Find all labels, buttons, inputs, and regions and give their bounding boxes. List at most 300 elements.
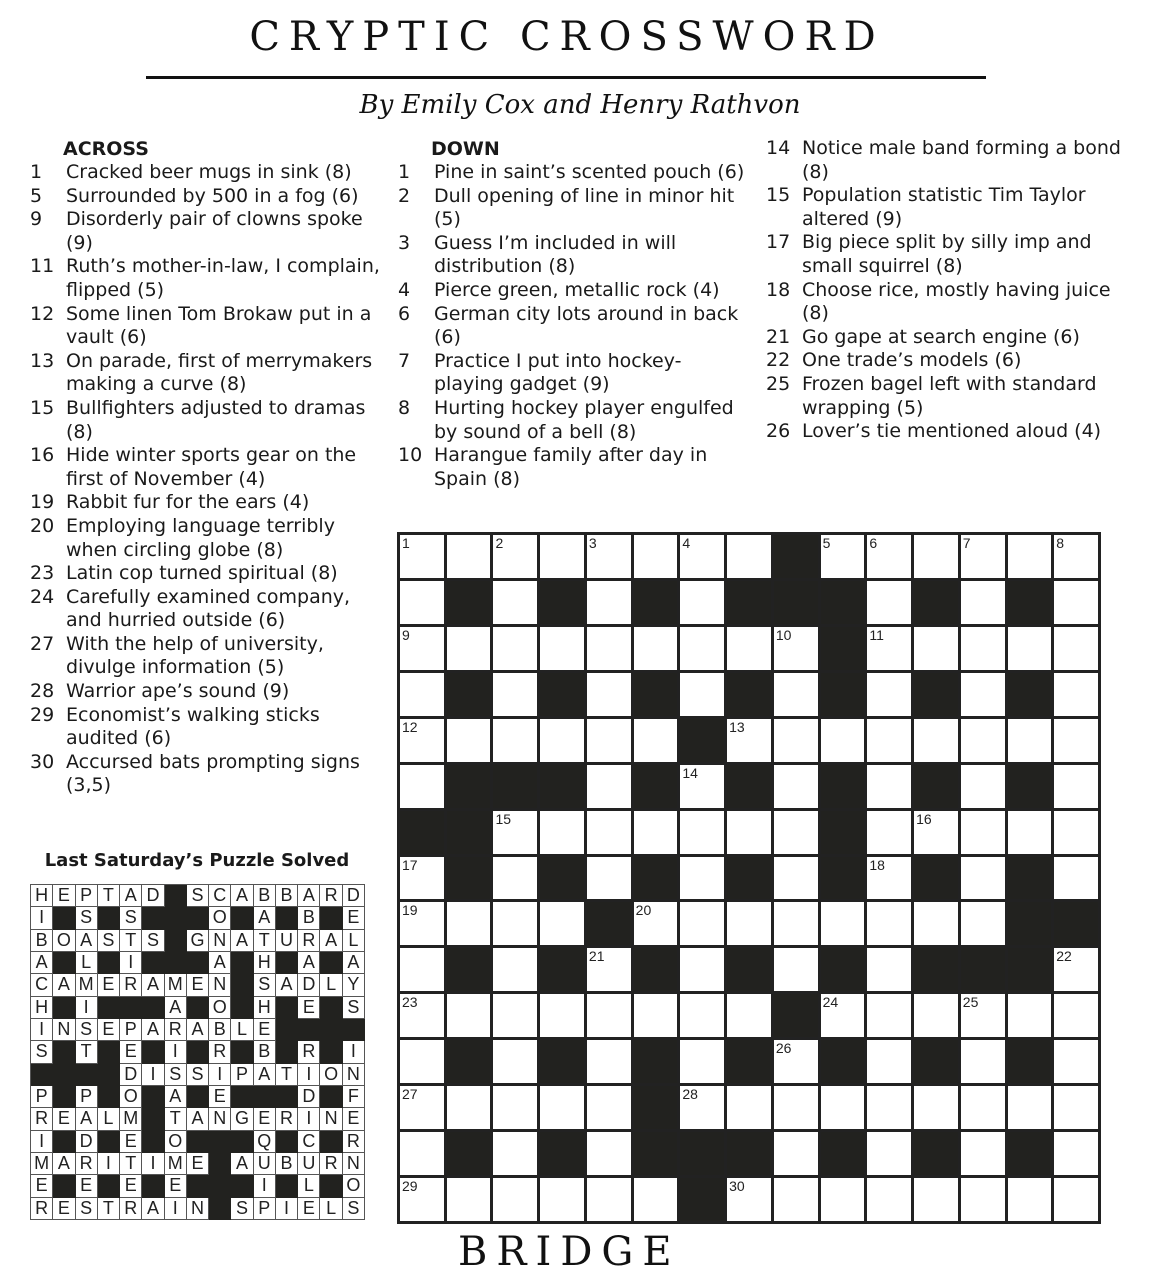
grid-cell[interactable]: [540, 627, 584, 670]
solved-letter: Q: [254, 1131, 276, 1153]
grid-cell[interactable]: [587, 1178, 631, 1221]
grid-cell[interactable]: [867, 902, 911, 945]
solved-letter: O: [53, 930, 75, 952]
clue-number: 2: [398, 184, 411, 207]
grid-cell[interactable]: [961, 673, 1005, 716]
down-clue-list: [398, 161, 748, 491]
solved-letter: N: [209, 930, 231, 952]
solved-letter: L: [98, 1108, 120, 1130]
grid-cell[interactable]: [493, 811, 537, 854]
grid-cell[interactable]: [540, 902, 584, 945]
cell-number: 8: [1056, 535, 1065, 551]
solved-block: [320, 1175, 342, 1197]
solved-letter: S: [76, 907, 98, 929]
solved-letter: P: [31, 1086, 53, 1108]
grid-cell[interactable]: [914, 994, 958, 1037]
grid-cell[interactable]: [587, 535, 631, 578]
grid-cell[interactable]: [634, 1178, 678, 1221]
grid-cell[interactable]: [914, 811, 958, 854]
grid-cell[interactable]: [774, 1040, 818, 1083]
solved-block: [209, 1175, 231, 1197]
grid-cell[interactable]: [680, 1086, 724, 1129]
grid-cell[interactable]: [1054, 948, 1098, 991]
clue-text: Practice I put into hockey-playing gadget (9): [434, 349, 682, 396]
solved-letter: L: [76, 952, 98, 974]
grid-cell[interactable]: [1008, 994, 1052, 1037]
grid-cell[interactable]: [774, 902, 818, 945]
grid-cell[interactable]: [493, 1178, 537, 1221]
grid-cell[interactable]: [587, 948, 631, 991]
solved-block: [187, 997, 209, 1019]
grid-cell[interactable]: [727, 811, 771, 854]
solved-letter: I: [276, 1198, 298, 1220]
grid-block: [1008, 1040, 1052, 1083]
grid-cell[interactable]: [867, 857, 911, 900]
solved-block: [187, 907, 209, 929]
grid-cell[interactable]: [1054, 765, 1098, 808]
grid-cell[interactable]: [493, 994, 537, 1037]
clue-item: [30, 303, 380, 350]
grid-block: [914, 673, 958, 716]
grid-cell[interactable]: [400, 902, 444, 945]
grid-block: [774, 994, 818, 1037]
grid-cell[interactable]: [400, 1040, 444, 1083]
solved-letter: A: [31, 952, 53, 974]
grid-cell[interactable]: [867, 994, 911, 1037]
grid-cell[interactable]: [680, 581, 724, 624]
cell-number: 5: [822, 535, 831, 551]
solved-block: [98, 1175, 120, 1197]
byline: By Emily Cox and Henry Rathvon: [359, 90, 801, 120]
grid-cell[interactable]: [961, 535, 1005, 578]
grid-cell[interactable]: [961, 811, 1005, 854]
grid-cell[interactable]: [774, 857, 818, 900]
solved-block: [120, 997, 142, 1019]
clue-number: 29: [30, 703, 55, 726]
grid-cell[interactable]: [493, 535, 537, 578]
grid-cell[interactable]: [821, 535, 865, 578]
grid-cell[interactable]: [961, 857, 1005, 900]
grid-cell[interactable]: [727, 902, 771, 945]
grid-cell[interactable]: [867, 719, 911, 762]
solved-letter: S: [343, 997, 365, 1019]
solved-block: [231, 1131, 253, 1153]
clue-number: 27: [30, 632, 55, 655]
solved-letter: D: [142, 885, 164, 907]
grid-cell[interactable]: [540, 535, 584, 578]
grid-cell[interactable]: [400, 581, 444, 624]
clue-text: Economist’s walking sticks audited (6): [66, 703, 320, 750]
grid-cell[interactable]: [680, 811, 724, 854]
solved-puzzle-grid: [30, 884, 365, 1220]
clue-number: 8: [398, 396, 411, 419]
grid-cell[interactable]: [634, 902, 678, 945]
clue-text: Carefully examined company, and hurried outside (6): [66, 585, 351, 632]
grid-cell[interactable]: [1054, 1040, 1098, 1083]
cell-number: 4: [682, 535, 691, 551]
grid-cell[interactable]: [400, 1132, 444, 1175]
solved-letter: E: [98, 974, 120, 996]
solved-letter: S: [187, 1064, 209, 1086]
cell-number: 20: [635, 902, 652, 919]
clue-item: [398, 279, 748, 303]
grid-block: [680, 1132, 724, 1175]
clue-item: [398, 161, 748, 185]
grid-cell[interactable]: [587, 719, 631, 762]
grid-cell[interactable]: [634, 994, 678, 1037]
solved-letter: S: [231, 1198, 253, 1220]
solved-letter: R: [120, 974, 142, 996]
grid-cell[interactable]: [493, 948, 537, 991]
grid-cell[interactable]: [587, 994, 631, 1037]
solved-letter: A: [53, 974, 75, 996]
grid-cell[interactable]: [727, 1178, 771, 1221]
grid-cell[interactable]: [1054, 535, 1098, 578]
clue-text: Rabbit fur for the ears (4): [66, 491, 310, 514]
grid-cell[interactable]: [821, 902, 865, 945]
solved-letter: R: [120, 1198, 142, 1220]
grid-cell[interactable]: [1008, 627, 1052, 670]
grid-cell[interactable]: [867, 811, 911, 854]
grid-cell[interactable]: [540, 719, 584, 762]
grid-cell[interactable]: [774, 811, 818, 854]
grid-cell[interactable]: [447, 902, 491, 945]
solved-letter: T: [76, 1041, 98, 1063]
solved-block: [53, 1131, 75, 1153]
clue-number: 12: [30, 302, 55, 325]
solved-letter: P: [231, 1064, 253, 1086]
solved-letter: N: [343, 1064, 365, 1086]
grid-cell[interactable]: [493, 1132, 537, 1175]
solved-letter: T: [98, 885, 120, 907]
cell-number: 19: [402, 902, 418, 919]
grid-cell[interactable]: [867, 1086, 911, 1129]
solved-block: [142, 952, 164, 974]
solved-letter: I: [120, 952, 142, 974]
grid-cell[interactable]: [1054, 1178, 1098, 1221]
grid-cell[interactable]: [867, 1040, 911, 1083]
grid-cell[interactable]: [447, 627, 491, 670]
clue-text: Ruth’s mother-in-law, I complain, flipped (5): [66, 255, 380, 301]
grid-cell[interactable]: [867, 1132, 911, 1175]
grid-cell[interactable]: [727, 994, 771, 1037]
clue-number: 14: [766, 137, 791, 159]
clue-number: 9: [30, 208, 43, 231]
grid-cell[interactable]: [1054, 627, 1098, 670]
grid-cell[interactable]: [540, 1178, 584, 1221]
grid-cell[interactable]: [400, 994, 444, 1037]
grid-cell[interactable]: [493, 1086, 537, 1129]
solved-block: [165, 930, 187, 952]
clue-item: [30, 680, 380, 704]
solved-letter: D: [298, 974, 320, 996]
grid-block: [821, 1040, 865, 1083]
grid-cell[interactable]: [867, 673, 911, 716]
grid-cell[interactable]: [821, 1086, 865, 1129]
grid-cell[interactable]: [867, 1178, 911, 1221]
grid-cell[interactable]: [774, 1132, 818, 1175]
solved-letter: H: [254, 997, 276, 1019]
grid-block: [493, 765, 537, 808]
grid-cell[interactable]: [634, 535, 678, 578]
grid-cell[interactable]: [1008, 535, 1052, 578]
grid-cell[interactable]: [400, 1086, 444, 1129]
grid-cell[interactable]: [774, 948, 818, 991]
grid-cell[interactable]: [680, 994, 724, 1037]
grid-cell[interactable]: [914, 1178, 958, 1221]
cell-number: 12: [402, 718, 418, 735]
grid-cell[interactable]: [914, 902, 958, 945]
solved-letter: S: [343, 1198, 365, 1220]
solved-block: [231, 997, 253, 1019]
grid-cell[interactable]: [447, 1178, 491, 1221]
grid-block: [447, 673, 491, 716]
grid-cell[interactable]: [1054, 1086, 1098, 1129]
grid-cell[interactable]: [774, 673, 818, 716]
solved-block: [165, 907, 187, 929]
solved-letter: O: [209, 907, 231, 929]
grid-cell[interactable]: [493, 581, 537, 624]
cell-number: 23: [402, 994, 418, 1011]
solved-letter: A: [231, 930, 253, 952]
grid-cell[interactable]: [634, 811, 678, 854]
grid-cell[interactable]: [961, 994, 1005, 1037]
clue-item: [30, 444, 380, 491]
clue-text: Disorderly pair of clowns spoke (9): [66, 208, 363, 254]
solved-letter: A: [120, 885, 142, 907]
grid-cell[interactable]: [867, 627, 911, 670]
grid-cell[interactable]: [587, 627, 631, 670]
grid-cell[interactable]: [961, 902, 1005, 945]
grid-cell[interactable]: [680, 902, 724, 945]
grid-cell[interactable]: [1054, 857, 1098, 900]
solved-block: [98, 1064, 120, 1086]
clue-text: Accursed bats prompting signs (3,5): [66, 750, 360, 797]
grid-cell[interactable]: [400, 673, 444, 716]
grid-cell[interactable]: [1054, 994, 1098, 1037]
grid-block: [1054, 902, 1098, 945]
grid-cell[interactable]: [587, 581, 631, 624]
solved-letter: B: [254, 885, 276, 907]
grid-cell[interactable]: [821, 1178, 865, 1221]
grid-cell[interactable]: [680, 627, 724, 670]
grid-cell[interactable]: [493, 719, 537, 762]
solved-block: [320, 952, 342, 974]
grid-block: [634, 581, 678, 624]
grid-cell[interactable]: [493, 857, 537, 900]
grid-cell[interactable]: [727, 535, 771, 578]
grid-block: [634, 1132, 678, 1175]
grid-cell[interactable]: [1008, 1086, 1052, 1129]
clue-number: 28: [30, 680, 55, 703]
clue-text: Surrounded by 500 in a fog (6): [66, 184, 359, 207]
solved-letter: A: [187, 1019, 209, 1041]
grid-cell[interactable]: [447, 535, 491, 578]
solved-block: [98, 1086, 120, 1108]
solved-letter: S: [187, 885, 209, 907]
solved-block: [320, 907, 342, 929]
grid-cell[interactable]: [961, 1132, 1005, 1175]
solved-block: [98, 1131, 120, 1153]
grid-cell[interactable]: [587, 673, 631, 716]
grid-cell[interactable]: [493, 1040, 537, 1083]
solved-letter: A: [298, 885, 320, 907]
solved-letter: D: [120, 1064, 142, 1086]
grid-cell[interactable]: [447, 719, 491, 762]
solved-block: [142, 1108, 164, 1130]
clue-number: 20: [30, 514, 55, 537]
grid-cell[interactable]: [914, 719, 958, 762]
grid-cell[interactable]: [634, 719, 678, 762]
clue-number: 23: [30, 562, 55, 585]
grid-cell[interactable]: [961, 1178, 1005, 1221]
solved-letter: N: [53, 1019, 75, 1041]
clue-item: [766, 279, 1126, 326]
grid-cell[interactable]: [914, 1086, 958, 1129]
grid-cell[interactable]: [1054, 581, 1098, 624]
grid-cell[interactable]: [587, 1040, 631, 1083]
grid-cell[interactable]: [680, 948, 724, 991]
grid-cell[interactable]: [400, 535, 444, 578]
grid-cell[interactable]: [867, 581, 911, 624]
clue-number: 5: [30, 184, 43, 207]
grid-cell[interactable]: [447, 994, 491, 1037]
grid-cell[interactable]: [867, 765, 911, 808]
grid-block: [727, 1040, 771, 1083]
solved-letter: L: [298, 1175, 320, 1197]
solved-letter: E: [343, 1108, 365, 1130]
clue-item: [30, 255, 380, 302]
solved-letter: O: [120, 1086, 142, 1108]
grid-cell[interactable]: [540, 1086, 584, 1129]
grid-cell[interactable]: [587, 857, 631, 900]
clue-item: [398, 185, 748, 232]
clue-number: 1: [398, 161, 411, 183]
grid-cell[interactable]: [447, 1086, 491, 1129]
solved-letter: M: [165, 974, 187, 996]
clue-text: Harangue family after day in Spain (8): [434, 444, 708, 490]
cell-number: 22: [1056, 948, 1072, 965]
grid-cell[interactable]: [774, 627, 818, 670]
clue-text: Go gape at search engine (6): [802, 325, 1080, 348]
grid-cell[interactable]: [774, 1086, 818, 1129]
grid-cell[interactable]: [680, 535, 724, 578]
solved-letter: O: [209, 997, 231, 1019]
grid-cell[interactable]: [961, 1040, 1005, 1083]
grid-cell[interactable]: [727, 719, 771, 762]
grid-cell[interactable]: [727, 1086, 771, 1129]
cell-number: 17: [402, 856, 418, 873]
grid-cell[interactable]: [961, 627, 1005, 670]
grid-block: [914, 581, 958, 624]
grid-cell[interactable]: [961, 581, 1005, 624]
grid-cell[interactable]: [400, 948, 444, 991]
grid-cell[interactable]: [1054, 719, 1098, 762]
solved-letter: E: [187, 974, 209, 996]
grid-cell[interactable]: [774, 719, 818, 762]
grid-cell[interactable]: [400, 719, 444, 762]
grid-cell[interactable]: [587, 811, 631, 854]
solved-letter: H: [31, 997, 53, 1019]
grid-cell[interactable]: [867, 948, 911, 991]
grid-cell[interactable]: [1054, 673, 1098, 716]
solved-puzzle-title: Last Saturday’s Puzzle Solved: [44, 850, 350, 871]
grid-block: [400, 811, 444, 854]
grid-cell[interactable]: [1054, 811, 1098, 854]
grid-block: [727, 948, 771, 991]
grid-cell[interactable]: [680, 673, 724, 716]
grid-cell[interactable]: [540, 994, 584, 1037]
solved-block: [142, 1041, 164, 1063]
grid-cell[interactable]: [821, 994, 865, 1037]
grid-cell[interactable]: [400, 1178, 444, 1221]
solved-block: [98, 952, 120, 974]
grid-cell[interactable]: [914, 627, 958, 670]
solved-letter: I: [209, 1064, 231, 1086]
grid-cell[interactable]: [587, 1132, 631, 1175]
grid-cell[interactable]: [774, 1178, 818, 1221]
grid-cell[interactable]: [400, 857, 444, 900]
clue-text: One trade’s models (6): [802, 349, 1022, 372]
grid-cell[interactable]: [867, 535, 911, 578]
solved-block: [320, 1131, 342, 1153]
grid-cell[interactable]: [1008, 719, 1052, 762]
solved-letter: A: [187, 1108, 209, 1130]
grid-cell[interactable]: [680, 857, 724, 900]
solved-letter: I: [31, 1019, 53, 1041]
solved-letter: A: [165, 1086, 187, 1108]
grid-cell[interactable]: [914, 535, 958, 578]
grid-cell[interactable]: [1054, 1132, 1098, 1175]
grid-cell[interactable]: [961, 719, 1005, 762]
grid-cell[interactable]: [774, 765, 818, 808]
grid-cell[interactable]: [400, 765, 444, 808]
grid-cell[interactable]: [727, 627, 771, 670]
grid-cell[interactable]: [540, 811, 584, 854]
grid-cell[interactable]: [680, 1040, 724, 1083]
cell-number: 24: [822, 994, 839, 1011]
grid-block: [447, 581, 491, 624]
clue-text: Lover’s tie mentioned aloud (4): [802, 420, 1102, 443]
grid-cell[interactable]: [634, 627, 678, 670]
grid-cell[interactable]: [400, 627, 444, 670]
solved-letter: I: [165, 1198, 187, 1220]
grid-cell[interactable]: [961, 1086, 1005, 1129]
grid-cell[interactable]: [680, 765, 724, 808]
solved-letter: N: [209, 974, 231, 996]
grid-cell[interactable]: [587, 1086, 631, 1129]
clue-text: On parade, first of merrymakers making a curve (8): [66, 349, 373, 396]
grid-cell[interactable]: [1008, 1178, 1052, 1221]
solved-letter: R: [320, 1153, 342, 1175]
solved-letter: M: [165, 1153, 187, 1175]
solved-letter: D: [76, 1131, 98, 1153]
grid-cell[interactable]: [493, 902, 537, 945]
clue-text: Pierce green, metallic rock (4): [434, 278, 720, 301]
grid-cell[interactable]: [493, 673, 537, 716]
grid-block: [821, 1132, 865, 1175]
down-clues-continued: [766, 137, 1126, 444]
grid-cell[interactable]: [961, 765, 1005, 808]
grid-cell[interactable]: [493, 627, 537, 670]
grid-cell[interactable]: [821, 719, 865, 762]
grid-cell[interactable]: [587, 765, 631, 808]
grid-cell[interactable]: [1008, 811, 1052, 854]
grid-block: [914, 1132, 958, 1175]
solved-letter: A: [142, 1019, 164, 1041]
solved-letter: M: [31, 1153, 53, 1175]
cell-number: 2: [495, 535, 504, 551]
